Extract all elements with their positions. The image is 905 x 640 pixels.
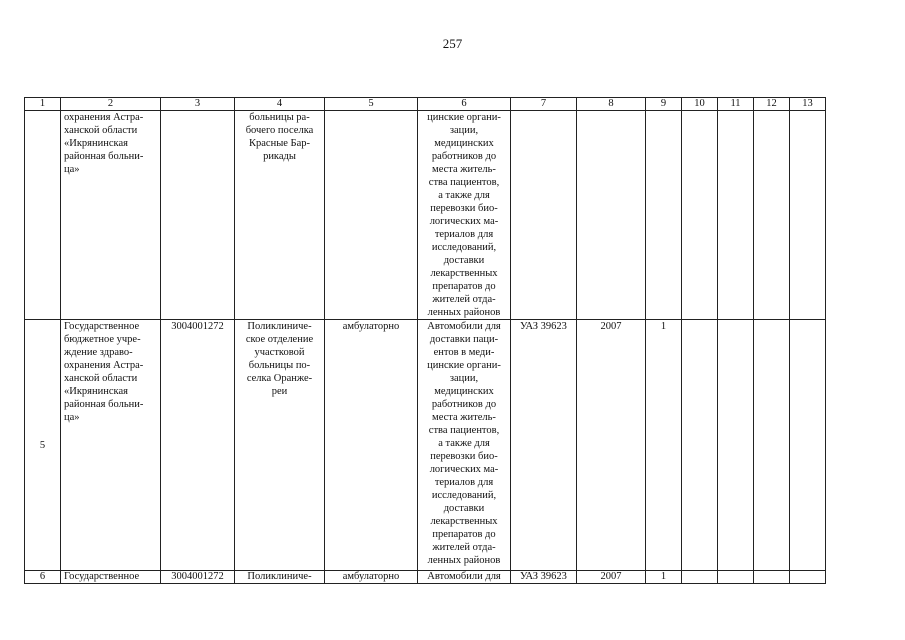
purpose-cell: цинские органи- зации, медицинских работников до места житель- ства пациентов, а также для перевозки био- логических ма- териалов для исследований, доставки лекарственных препаратов до жителей отда- ленных районов [418,111,511,320]
organization-cell: охранения Астра- ханской области «Икрянинская районная больни- ца» [61,111,161,320]
column-13-cell [790,571,826,584]
column-header-10: 10 [682,98,718,111]
column-10-cell [682,571,718,584]
column-10-cell [682,320,718,571]
care-form-cell: амбулаторно [325,571,418,584]
column-13-cell [790,320,826,571]
inn-cell: 3004001272 [161,320,235,571]
purpose-cell: Автомобили для [418,571,511,584]
quantity-cell: 1 [646,320,682,571]
column-11-cell [718,571,754,584]
organization-cell: Государственное [61,571,161,584]
column-header-4: 4 [235,98,325,111]
column-header-11: 11 [718,98,754,111]
column-11-cell [718,111,754,320]
column-header-8: 8 [577,98,646,111]
column-12-cell [754,320,790,571]
row-number-cell [25,111,61,320]
column-header-6: 6 [418,98,511,111]
column-11-cell [718,320,754,571]
table-row [25,571,826,584]
data-table [24,97,826,584]
vehicle-model-cell [511,111,577,320]
column-12-cell [754,571,790,584]
row-number-cell: 6 [25,571,61,584]
inn-cell: 3004001272 [161,571,235,584]
column-header-12: 12 [754,98,790,111]
year-cell: 2007 [577,571,646,584]
year-cell: 2007 [577,320,646,571]
column-header-3: 3 [161,98,235,111]
column-13-cell [790,111,826,320]
table-row [25,111,826,320]
organization-cell: Государственное бюджетное учре- ждение здраво- охранения Астра- ханской области «Икрянинская районная больни- ца» [61,320,161,571]
table-row [25,320,826,571]
column-header-5: 5 [325,98,418,111]
column-header-2: 2 [61,98,161,111]
department-cell: больницы ра- бочего поселка Красные Бар- рикады [235,111,325,320]
year-cell [577,111,646,320]
care-form-cell [325,111,418,320]
column-header-13: 13 [790,98,826,111]
care-form-cell: амбулаторно [325,320,418,571]
vehicle-model-cell: УАЗ 39623 [511,571,577,584]
column-header-9: 9 [646,98,682,111]
column-12-cell [754,111,790,320]
quantity-cell: 1 [646,571,682,584]
page-number: 257 [442,36,463,51]
quantity-cell [646,111,682,320]
purpose-cell: Автомобили для доставки паци- ентов в меди- цинские органи- зации, медицинских работников до места житель- ства пациентов, а также для перевозки био- логических ма- териалов для исследований, доставки лекарственных препаратов до жителей отда- ленных районов [418,320,511,571]
column-10-cell [682,111,718,320]
header-row [25,98,826,111]
department-cell: Поликлиниче- ское отделение участковой больницы по- селка Оранже- реи [235,320,325,571]
inn-cell [161,111,235,320]
column-header-7: 7 [511,98,577,111]
vehicle-model-cell: УАЗ 39623 [511,320,577,571]
row-number-cell: 5 [25,320,61,571]
column-header-1: 1 [25,98,61,111]
department-cell: Поликлиниче- [235,571,325,584]
